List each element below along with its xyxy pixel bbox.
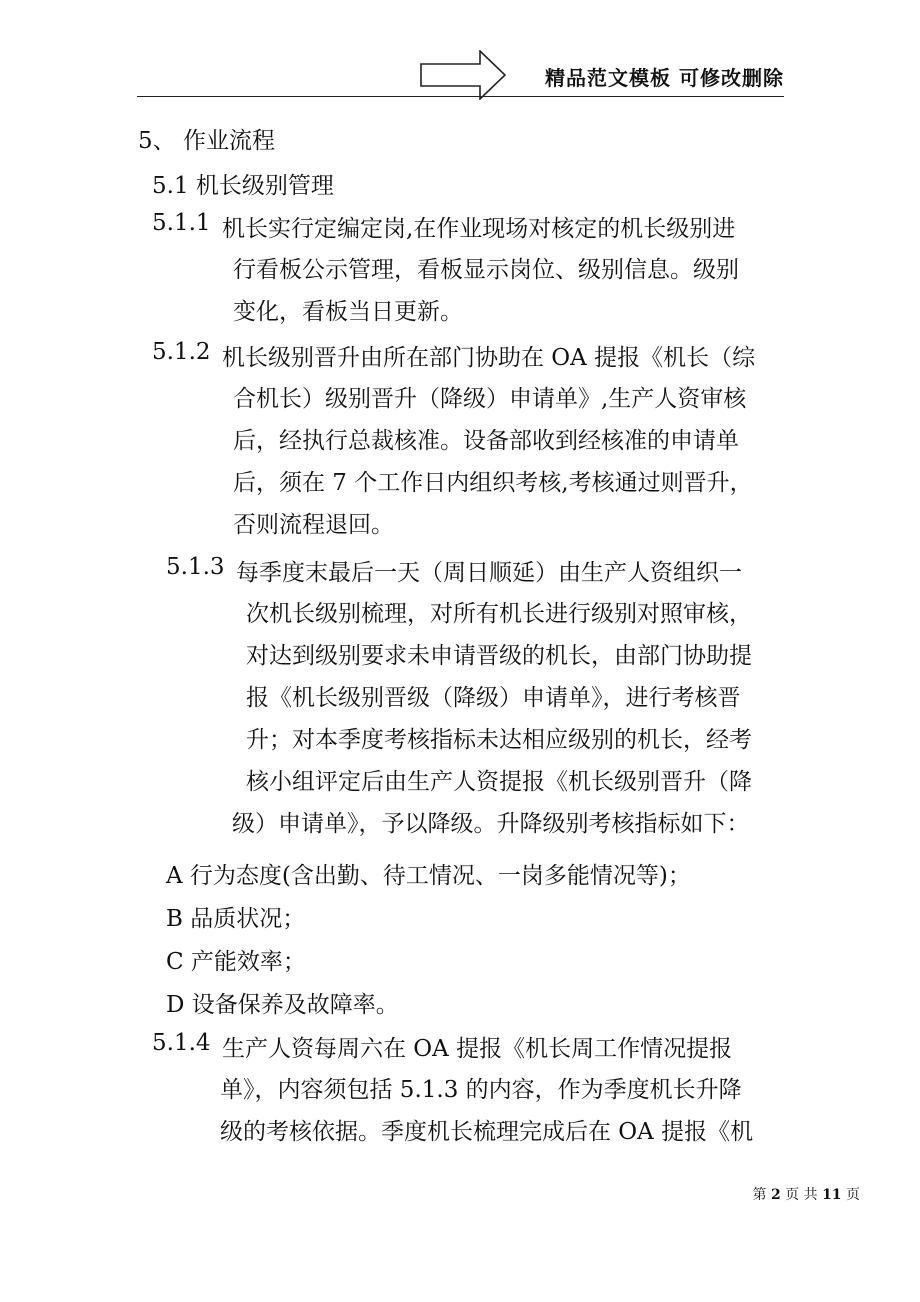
header-divider xyxy=(137,96,784,97)
criteria-item-a: A 行为态度(含出勤、待工情况、一岗多能情况等)； xyxy=(166,863,691,889)
page-number xyxy=(753,1184,861,1204)
paragraph-line: 核小组评定后由生产人资提报《机长级别晋升（降 xyxy=(246,769,752,795)
paragraph-line: 机长实行定编定岗,在作业现场对核定的机长级别进 xyxy=(222,216,736,242)
current-page: 2 xyxy=(770,1187,781,1203)
criteria-item-d: D 设备保养及故障率。 xyxy=(166,992,399,1018)
header-arrow-icon xyxy=(420,50,506,100)
criteria-item-b: B 品质状况； xyxy=(166,906,306,932)
paragraph-line: 单》，内容须包括 5.1.3 的内容，作为季度机长升降 xyxy=(220,1077,742,1103)
paragraph-number: 5.1.2 xyxy=(152,339,211,365)
page-number-suffix: 页 xyxy=(846,1187,860,1203)
paragraph-line: 后，须在 7 个工作日内组织考核,考核通过则晋升， xyxy=(233,470,753,496)
paragraph-line: 后，经执行总裁核准。设备部收到经核准的申请单 xyxy=(233,428,739,454)
section-heading: 5、 作业流程 xyxy=(138,128,275,154)
paragraph-line: 行看板公示管理，看板显示岗位、级别信息。级别 xyxy=(233,257,739,283)
paragraph-line: 合机长）级别晋升（降级）申请单》,生产人资审核 xyxy=(233,386,747,412)
paragraph-line: 每季度末最后一天（周日顺延）由生产人资组织一 xyxy=(236,560,742,586)
paragraph-line: 报《机长级别晋级（降级）申请单》，进行考核晋 xyxy=(246,685,741,711)
paragraph-line: 生产人资每周六在 OA 提报《机长周工作情况提报 xyxy=(222,1036,733,1062)
paragraph-line: 次机长级别梳理，对所有机长进行级别对照审核， xyxy=(246,601,752,627)
page-number-prefix: 第 xyxy=(752,1187,767,1203)
section-subheading: 5.1 机长级别管理 xyxy=(152,173,334,199)
paragraph-line: 否则流程退回。 xyxy=(233,512,394,538)
paragraph-line: 级）申请单》，予以降级。升降级别考核指标如下： xyxy=(232,811,750,837)
paragraph-number: 5.1.3 xyxy=(166,554,225,580)
paragraph-number: 5.1.1 xyxy=(152,210,211,236)
paragraph-line: 对达到级别要求未申请晋级的机长，由部门协助提 xyxy=(246,643,752,669)
paragraph-line: 级的考核依据。季度机长梳理完成后在 OA 提报《机 xyxy=(220,1119,754,1145)
paragraph-line: 机长级别晋升由所在部门协助在 OA 提报《机长（综 xyxy=(222,345,756,371)
paragraph-line: 升；对本季度考核指标未达相应级别的机长，经考 xyxy=(246,727,752,753)
page-number-middle: 页 共 xyxy=(785,1187,818,1203)
paragraph-line: 变化，看板当日更新。 xyxy=(233,299,463,325)
paragraph-number: 5.1.4 xyxy=(152,1030,211,1056)
criteria-item-c: C 产能效率； xyxy=(166,949,306,975)
header-title: 精品范文模板 可修改删除 xyxy=(545,66,784,90)
total-pages: 11 xyxy=(822,1187,842,1203)
